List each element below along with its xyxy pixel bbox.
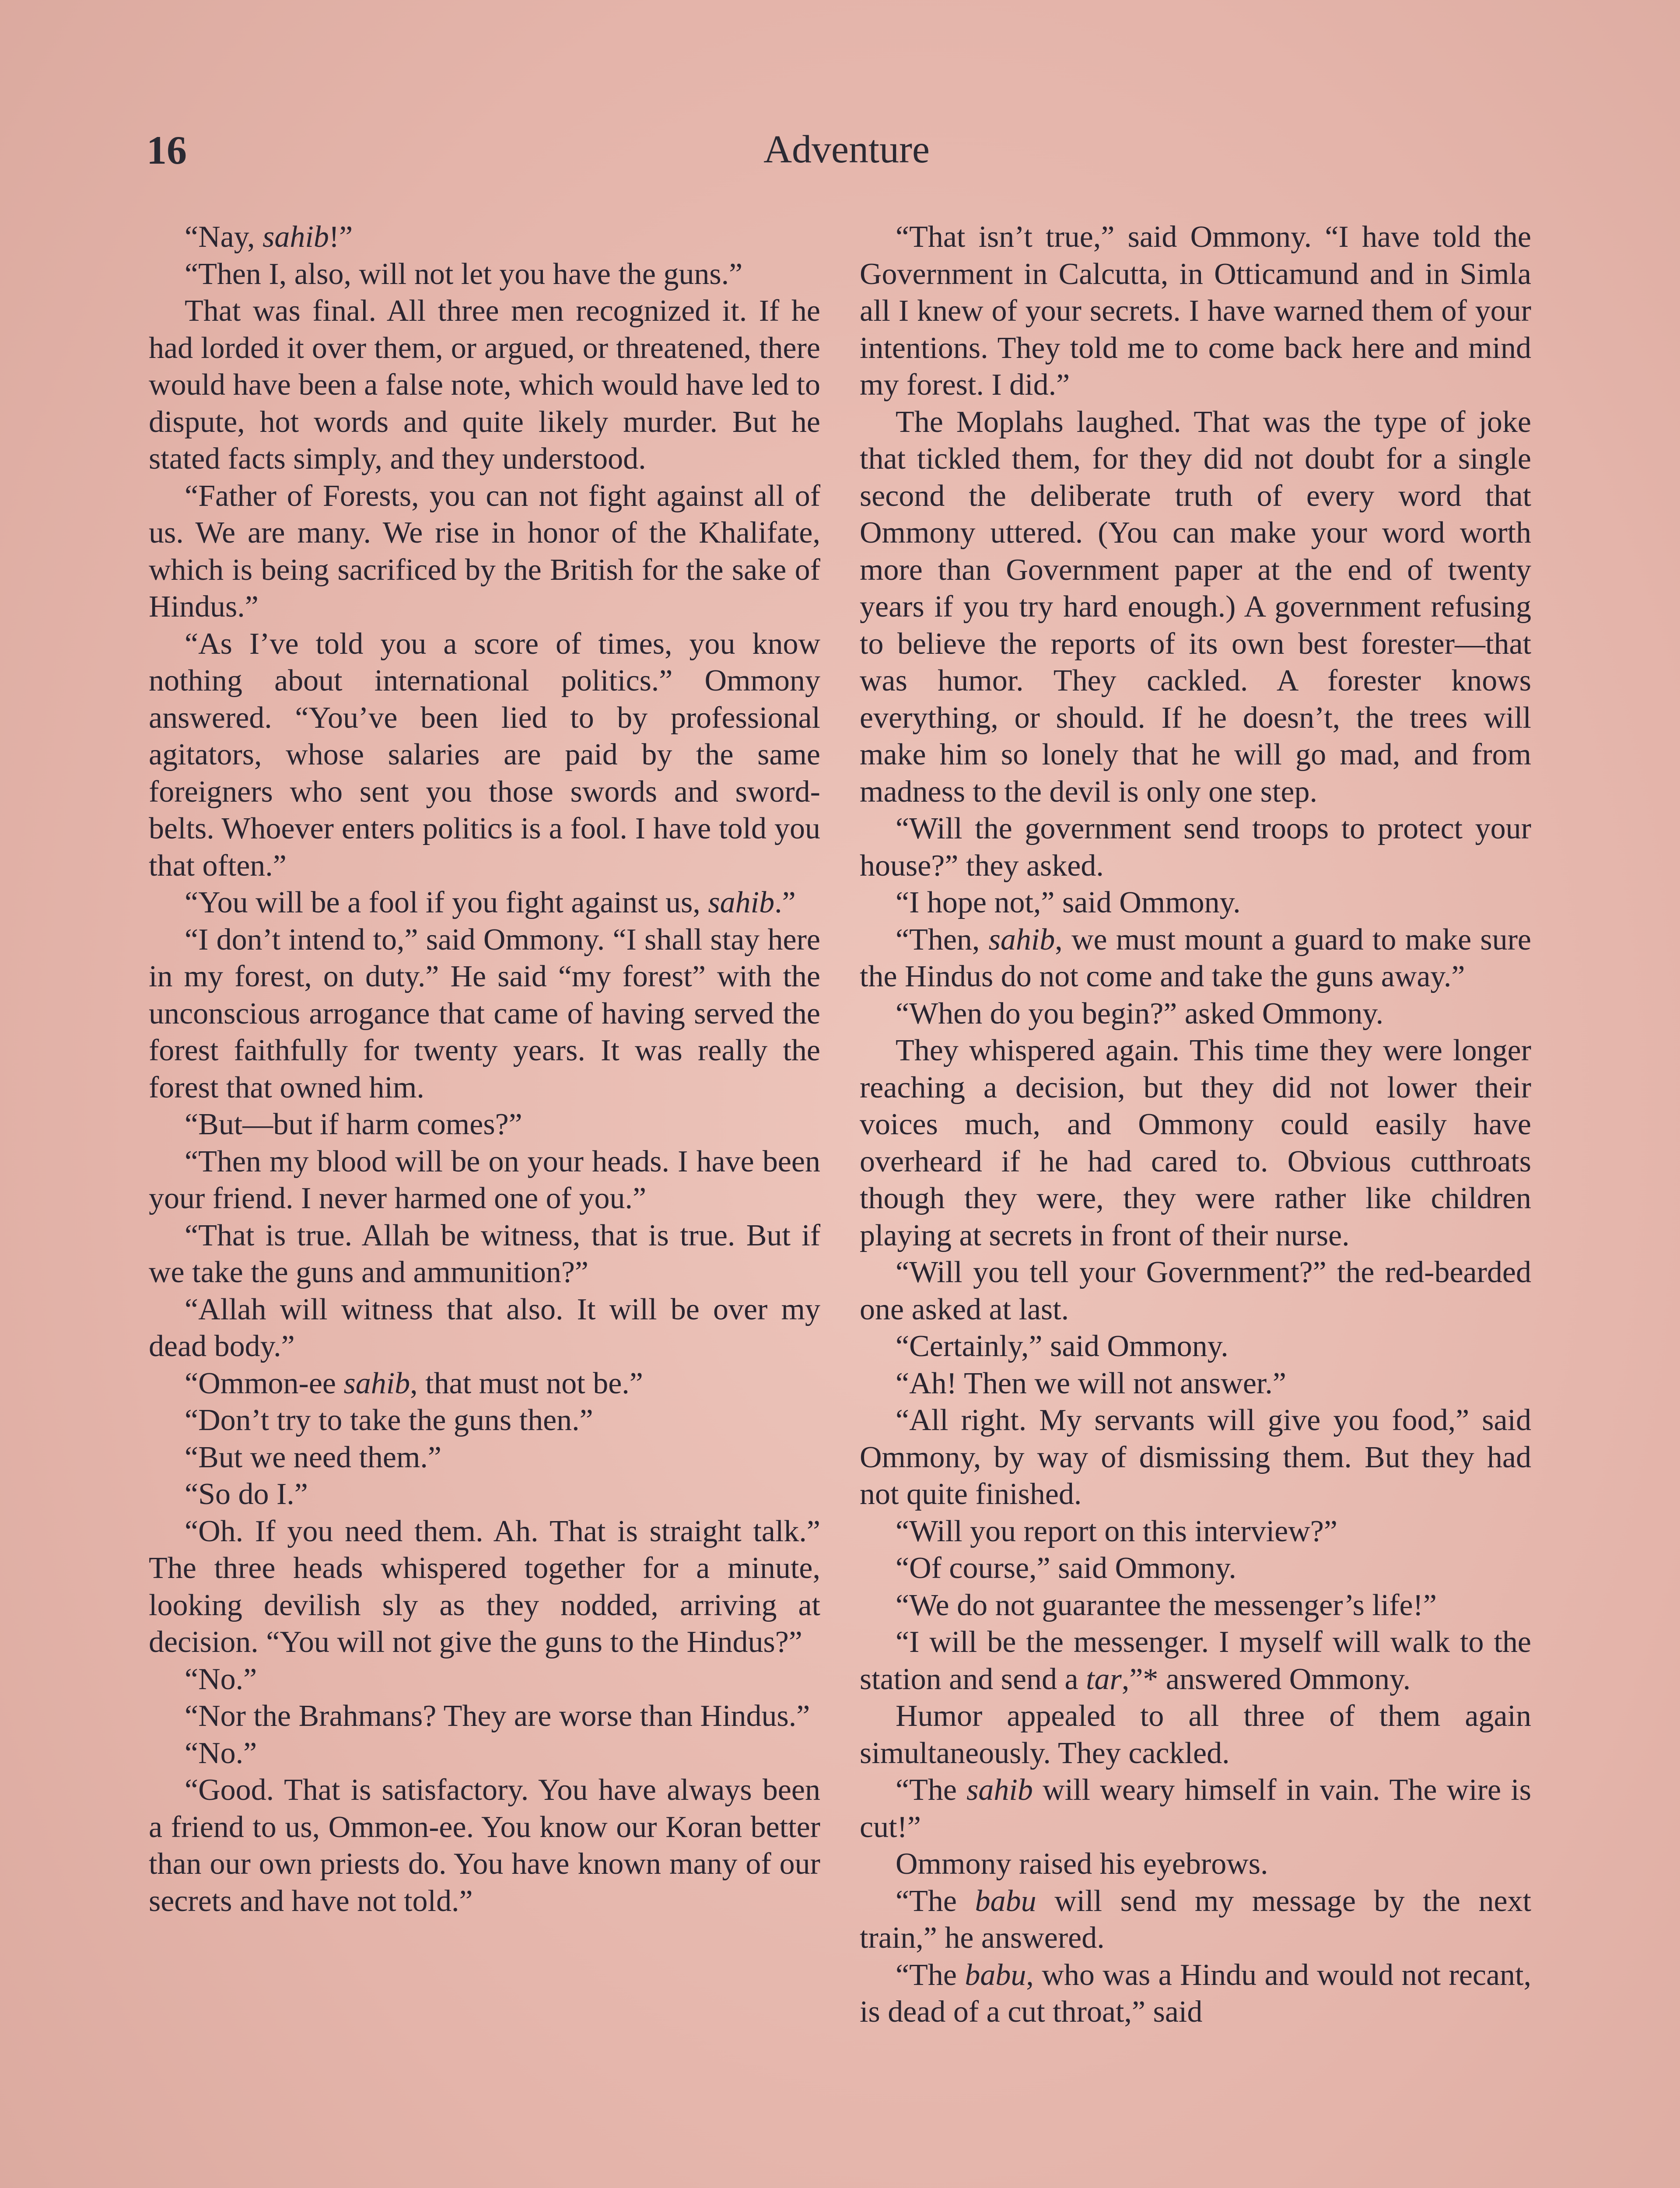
left-text-column: [149, 219, 820, 1920]
paragraph: “Ah! Then we will not answer.”: [896, 1366, 1286, 1400]
paragraph: “No.”: [185, 1662, 257, 1696]
paragraph: The Moplahs laughed. That was the type of joke that tickled them, for they did not doubt for a single second the deliberate truth of every word that Ommony uttered. (You can make your word worth more than Government paper at the end of twenty years if you try hard enough.) A government refusing to believe the reports of its own best forester—that was humor. They cackled. A forester knows everything, or should. If he doesn’t, the trees will make him so lonely that he will go mad, and from madness to the devil is only one step.: [860, 405, 1531, 809]
paragraph: “Allah will witness that also. It will be over my dead body.”: [149, 1292, 820, 1363]
paragraph: “But we need them.”: [185, 1440, 442, 1474]
paragraph: “But—but if harm comes?”: [185, 1108, 522, 1141]
paragraph: “That is true. Allah be witness, that is true. But if we take the guns and ammunition?”: [149, 1218, 820, 1289]
paragraph: “I will be the messenger. I myself will walk to the station and send a tar,”* answered Ommony.: [860, 1625, 1531, 1696]
paragraph: “Will you tell your Government?” the red-bearded one asked at last.: [860, 1255, 1531, 1326]
paragraph: “Will the government send troops to protect your house?” they asked.: [860, 812, 1531, 883]
paragraph: “Don’t try to take the guns then.”: [185, 1403, 593, 1437]
paragraph: “When do you begin?” asked Ommony.: [896, 996, 1384, 1031]
paragraph: Humor appealed to all three of them again simultaneously. They cackled.: [860, 1699, 1531, 1770]
paragraph: “Good. That is satisfactory. You have always been a friend to us, Ommon-ee. You know our Koran better than our own priests do. You have known many of our secrets and have not told.”: [149, 1773, 820, 1918]
paragraph: That was final. All three men recognized it. If he had lorded it over them, or argued, or threatened, there would have been a false note, which would have led to dispute, hot words and quite likely murder. But he stated facts simply, and they understood.: [149, 294, 820, 476]
paragraph: “Will you report on this interview?”: [896, 1514, 1337, 1548]
paragraph: “No.”: [185, 1736, 257, 1770]
paragraph: “Father of Forests, you can not fight against all of us. We are many. We rise in honor of the Khalifate, which is being sacrificed by the British for the sake of Hindus.”: [149, 479, 820, 624]
paragraph: Ommony raised his eyebrows.: [896, 1847, 1268, 1881]
paragraph: “Oh. If you need them. Ah. That is straight talk.” The three heads whispered together for a minute, looking devilish sly as they nodded, arriving at decision. “You will not give the guns to the Hindus?”: [149, 1514, 820, 1659]
paragraph: “So do I.”: [185, 1477, 308, 1511]
paragraph: “The sahib will weary himself in vain. The wire is cut!”: [860, 1773, 1531, 1844]
paragraph: “Then I, also, will not let you have the guns.”: [185, 257, 743, 291]
paragraph: “We do not guarantee the messenger’s life!”: [896, 1588, 1437, 1622]
page-header: [147, 127, 1547, 184]
running-title: Adventure: [763, 128, 930, 171]
paragraph: “I don’t intend to,” said Ommony. “I shall stay here in my forest, on duty.” He said “my forest” with the unconscious arrogance that came of having served the forest faithfully for twenty years. It was really the forest that owned him.: [149, 922, 820, 1105]
paragraph: “Nor the Brahmans? They are worse than Hindus.”: [185, 1699, 810, 1733]
right-text-column: [860, 219, 1531, 2031]
paragraph: “Nay, sahib!”: [185, 220, 353, 254]
page-number: 16: [147, 128, 187, 172]
paragraph: “As I’ve told you a score of times, you know nothing about international politics.” Ommony answered. “You’ve been lied to by professional agitators, whose salaries are paid by the same foreigners who sent you those swords and sword-belts. Whoever enters politics is a fool. I have told you that often.”: [149, 627, 820, 883]
paragraph: “Ommon-ee sahib, that must not be.”: [185, 1366, 643, 1400]
paragraph: “I hope not,” said Ommony.: [896, 886, 1241, 919]
paragraph: “Certainly,” said Ommony.: [896, 1329, 1228, 1363]
paragraph: “Of course,” said Ommony.: [896, 1551, 1236, 1585]
paragraph: “The babu, who was a Hindu and would not recant, is dead of a cut throat,” said: [860, 1958, 1531, 2029]
paragraph: “Then, sahib, we must mount a guard to make sure the Hindus do not come and take the guns away.”: [860, 922, 1531, 993]
paragraph: “All right. My servants will give you food,” said Ommony, by way of dismissing them. But they had not quite finished.: [860, 1403, 1531, 1511]
paragraph: “You will be a fool if you fight against us, sahib.”: [185, 886, 796, 919]
paragraph: “Then my blood will be on your heads. I have been your friend. I never harmed one of you.”: [149, 1144, 820, 1215]
paragraph: “The babu will send my message by the next train,” he answered.: [860, 1884, 1531, 1955]
paragraph: They whispered again. This time they were longer reaching a decision, but they did not lower their voices much, and Ommony could easily have overheard if he had cared to. Obvious cutthroats though they were, they were rather like children playing at secrets in front of their nurse.: [860, 1034, 1531, 1252]
paragraph: “That isn’t true,” said Ommony. “I have told the Government in Calcutta, in Otticamund and in Simla all I knew of your secrets. I have warned them of your intentions. They told me to come back here and mind my forest. I did.”: [860, 220, 1531, 402]
